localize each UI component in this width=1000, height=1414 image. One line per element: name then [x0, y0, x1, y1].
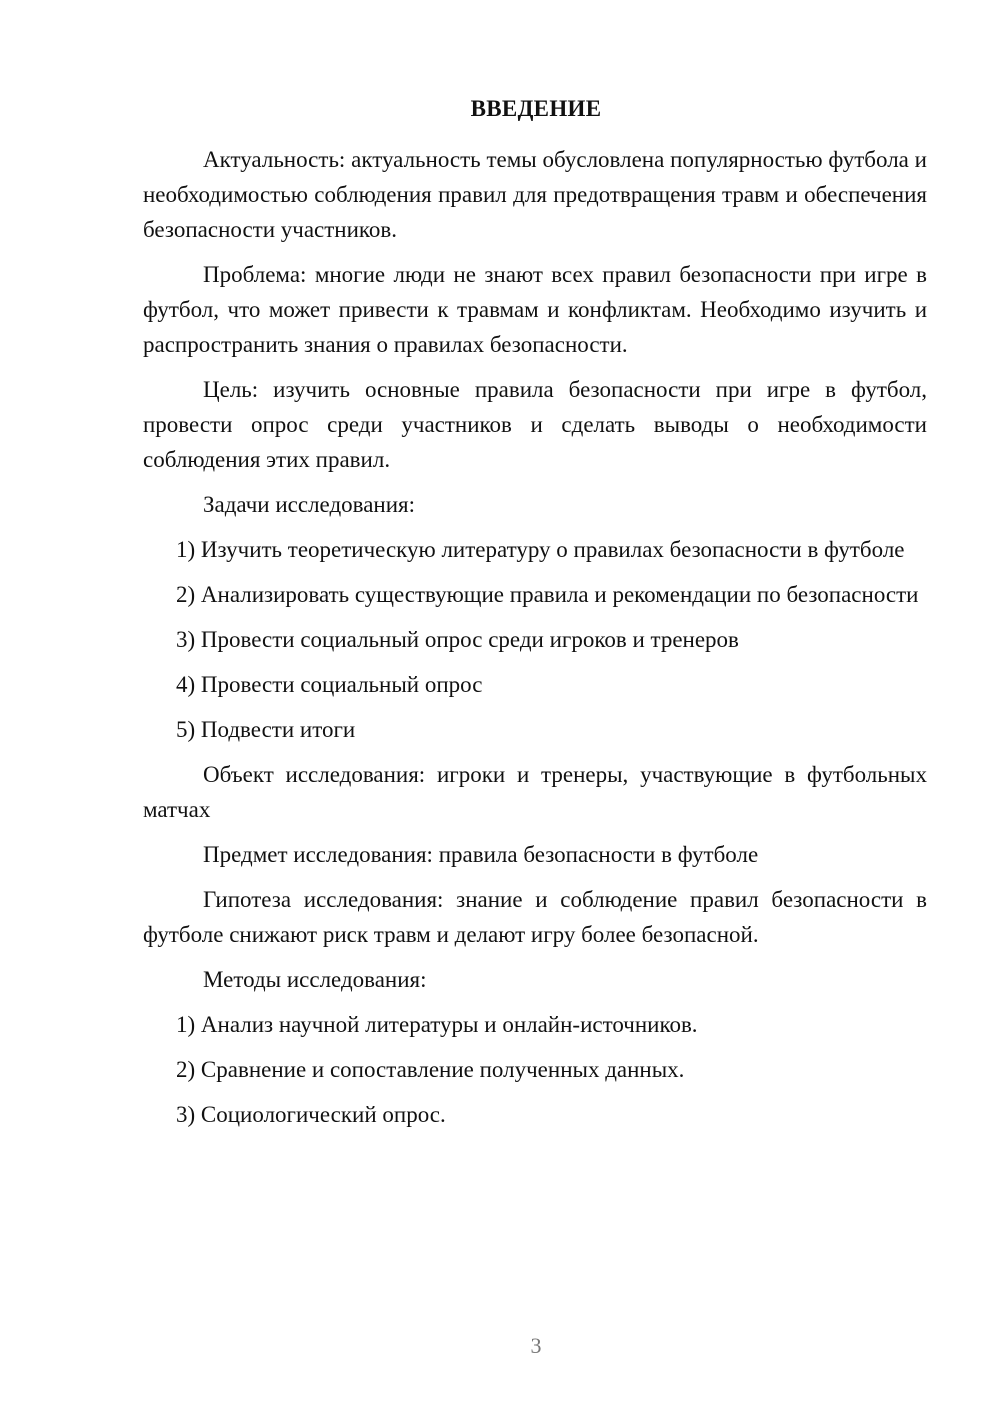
paragraph-subject: Предмет исследования: правила безопасности в футболе — [203, 842, 759, 867]
section-title: ВВЕДЕНИЕ — [470, 96, 602, 121]
task-item: 2) Анализировать существующие правила и рекомендации по безопасности — [176, 582, 919, 607]
method-item: 2) Сравнение и сопоставление полученных данных. — [176, 1057, 685, 1082]
paragraph-object: Объект исследования: игроки и тренеры, участвующие в футбольных матчах — [143, 762, 927, 822]
method-item: 1) Анализ научной литературы и онлайн-источников. — [176, 1012, 698, 1037]
tasks-heading: Задачи исследования: — [203, 492, 416, 517]
paragraph-goal: Цель: изучить основные правила безопасности при игре в футбол, провести опрос среди участников и сделать выводы о необходимости соблюдения этих правил. — [143, 377, 927, 472]
paragraph-relevance: Актуальность: актуальность темы обусловлена популярностью футбола и необходимостью соблюдения правил для предотвращения травм и обеспечения безопасности участников. — [143, 147, 927, 242]
document-body — [143, 142, 927, 1142]
methods-heading: Методы исследования: — [203, 967, 427, 992]
paragraph-problem: Проблема: многие люди не знают всех правил безопасности при игре в футбол, что может привести к травмам и конфликтам. Необходимо изучить и распространить знания о правилах безопасности. — [143, 262, 927, 357]
task-item: 3) Провести социальный опрос среди игроков и тренеров — [176, 627, 739, 652]
paragraph-hypothesis: Гипотеза исследования: знание и соблюдение правил безопасности в футболе снижают риск травм и делают игру более безопасной. — [143, 887, 927, 947]
page-number: 3 — [530, 1333, 542, 1358]
method-item: 3) Социологический опрос. — [176, 1102, 446, 1127]
task-item: 1) Изучить теоретическую литературу о правилах безопасности в футболе — [176, 537, 905, 562]
task-item: 4) Провести социальный опрос — [176, 672, 483, 697]
task-item: 5) Подвести итоги — [176, 717, 356, 742]
